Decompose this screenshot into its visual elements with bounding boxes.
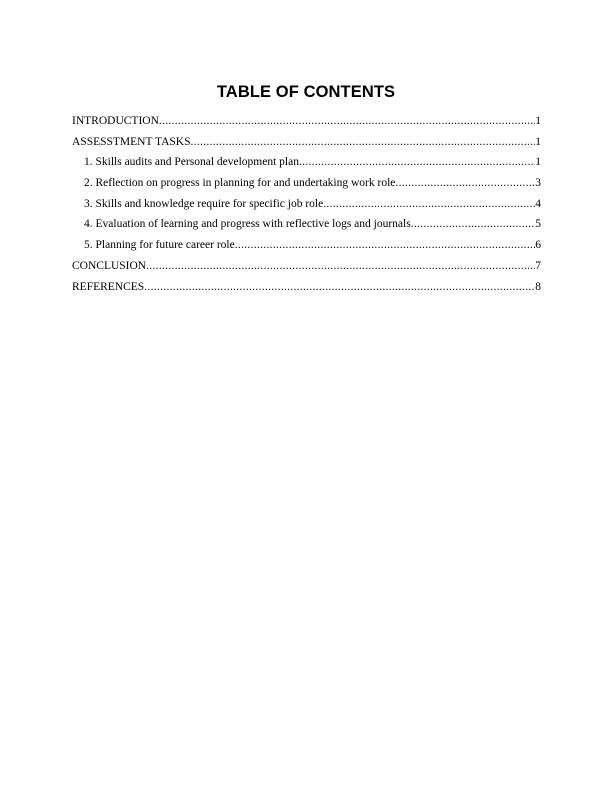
toc-entry-introduction[interactable]	[72, 115, 541, 136]
toc-dot-leader	[144, 281, 535, 293]
toc-dot-leader	[411, 218, 536, 230]
toc-entry-skills-audits[interactable]	[72, 156, 541, 177]
toc-page-number: 4	[535, 197, 541, 210]
toc-dot-leader	[299, 156, 535, 168]
toc-entry-text: REFERENCES	[72, 280, 145, 293]
toc-page-number: 5	[535, 218, 541, 231]
toc-page-number: 1	[535, 156, 541, 169]
toc-entry-text: 1. Skills audits and Personal development plan	[84, 156, 299, 169]
toc-entry-skills-and-knowledge[interactable]	[72, 198, 541, 219]
toc-dot-leader	[395, 177, 535, 189]
toc-dot-leader	[159, 115, 535, 127]
toc-entry-conclusion[interactable]	[72, 260, 541, 281]
toc-title: TABLE OF CONTENTS	[216, 83, 396, 101]
toc-entry-text: ASSESSTMENT TASKS	[72, 135, 191, 148]
toc-dot-leader	[190, 136, 535, 148]
toc-entry-text: CONCLUSION	[72, 259, 147, 272]
toc-page-number: 1	[535, 135, 541, 148]
toc-entry-text: 4. Evaluation of learning and progress with reflective logs and journals	[84, 218, 411, 231]
toc-entry-text: 2. Reflection on progress in planning for and undertaking work role	[84, 177, 396, 190]
toc-dot-leader	[146, 260, 535, 272]
toc-page-number: 1	[535, 115, 541, 127]
toc-dot-leader	[323, 198, 535, 210]
toc-entry-reflection-on-progress[interactable]	[72, 177, 541, 198]
toc-page-number: 3	[535, 177, 541, 190]
toc-page-number: 7	[535, 259, 541, 272]
toc-entry-references[interactable]	[72, 281, 541, 302]
toc-page-number: 8	[535, 280, 541, 293]
toc-list	[72, 115, 541, 301]
toc-entry-planning-future-career[interactable]	[72, 239, 541, 260]
toc-entry-text: INTRODUCTION	[72, 115, 159, 127]
toc-entry-evaluation-of-learning[interactable]	[72, 218, 541, 239]
toc-entry-text: 5. Planning for future career role	[84, 239, 235, 252]
toc-entry-assessment-tasks[interactable]	[72, 136, 541, 157]
toc-page-number: 6	[535, 239, 541, 252]
toc-dot-leader	[235, 239, 536, 251]
toc-entry-text: 3. Skills and knowledge require for specific job role	[84, 197, 324, 210]
